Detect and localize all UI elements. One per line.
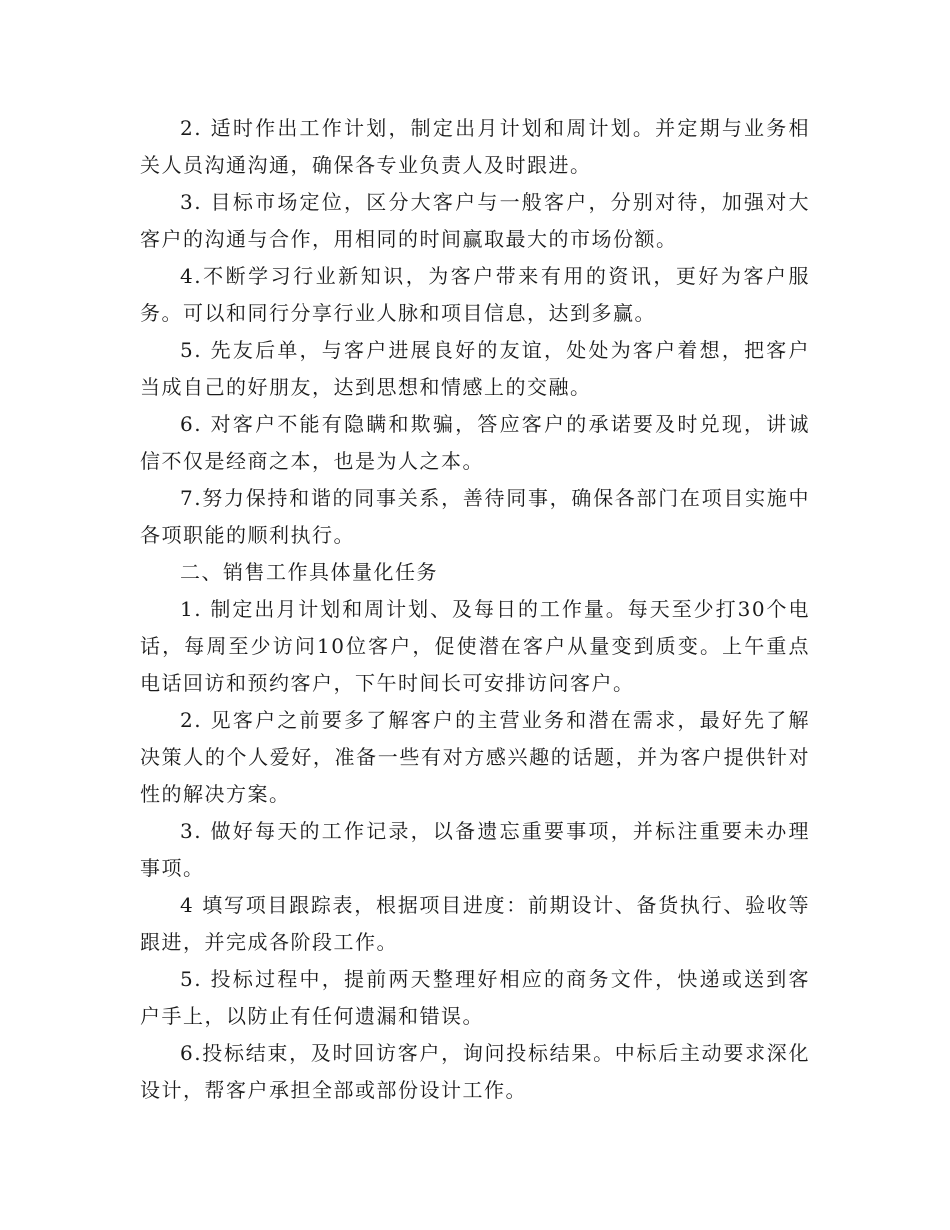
paragraph-item-7-colleagues: 7.努力保持和谐的同事关系，善待同事，确保各部门在项目实施中各项职能的顺利执行。 — [140, 486, 810, 547]
document-body — [140, 110, 810, 1109]
paragraph-item-4-learning: 4.不断学习行业新知识，为客户带来有用的资讯，更好为客户服务。可以和同行分享行业人脉和项目信息，达到多赢。 — [140, 264, 810, 325]
paragraph-task-5-bidding: 5. 投标过程中，提前两天整理好相应的商务文件，快递或送到客户手上，以防止有任何遗漏和错误。 — [140, 967, 810, 1028]
paragraph-item-2-plan: 2. 适时作出工作计划，制定出月计划和周计划。并定期与业务相关人员沟通沟通，确保各专业负责人及时跟进。 — [140, 116, 810, 177]
paragraph-task-3-records: 3. 做好每天的工作记录，以备遗忘重要事项，并标注重要未办理事项。 — [140, 819, 810, 880]
paragraph-task-4-tracking: 4 填写项目跟踪表，根据项目进度：前期设计、备货执行、验收等跟进，并完成各阶段工作。 — [140, 893, 810, 954]
paragraph-task-2-research: 2. 见客户之前要多了解客户的主营业务和潜在需求，最好先了解决策人的个人爱好，准备一些有对方感兴趣的话题，并为客户提供针对性的解决方案。 — [140, 708, 810, 806]
paragraph-item-6-honesty: 6. 对客户不能有隐瞒和欺骗，答应客户的承诺要及时兑现，讲诚信不仅是经商之本，也是为人之本。 — [140, 412, 810, 473]
section-heading-quantified-tasks: 二、销售工作具体量化任务 — [180, 560, 438, 584]
paragraph-item-5-friendship: 5. 先友后单，与客户进展良好的友谊，处处为客户着想，把客户当成自己的好朋友，达到思想和情感上的交融。 — [140, 338, 810, 399]
paragraph-task-1-workload: 1. 制定出月计划和周计划、及每日的工作量。每天至少打30个电话，每周至少访问10位客户，促使潜在客户从量变到质变。上午重点电话回访和预约客户，下午时间长可安排访问客户。 — [140, 597, 810, 695]
paragraph-item-3-market: 3. 目标市场定位，区分大客户与一般客户，分别对待，加强对大客户的沟通与合作，用相同的时间赢取最大的市场份额。 — [140, 190, 810, 251]
paragraph-task-6-followup: 6.投标结束，及时回访客户，询问投标结果。中标后主动要求深化设计，帮客户承担全部或部份设计工作。 — [140, 1041, 810, 1102]
